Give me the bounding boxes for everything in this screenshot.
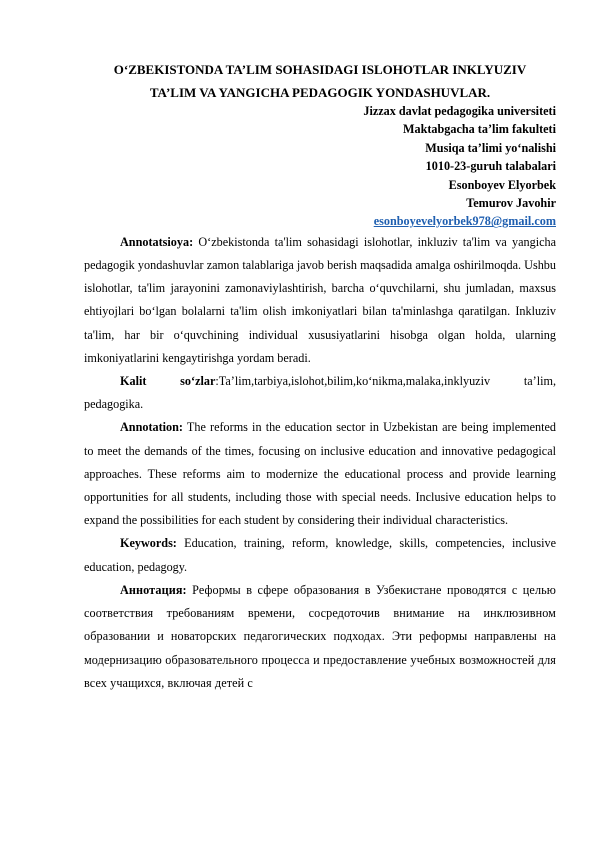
annotation-uz-label: Annotatsioya:	[120, 234, 194, 249]
annotation-ru-text: Реформы в сфере образования в Узбекистане проводятся с целью соответствия требованиям времени, сосредоточив внимание на инклюзивном образовании и новаторских педагогических подходах. Эти реформы направлены на модернизацию образовательного процесса и предоставление учебных возможностей для всех учащихся, включая детей с	[84, 582, 556, 690]
annotation-ru	[84, 579, 556, 695]
keywords-en-label: Keywords:	[120, 536, 177, 551]
page	[84, 58, 556, 695]
annotation-en-label: Annotation:	[120, 420, 183, 435]
keywords-en-text: Education, training, reform, knowledge, skills, competencies, inclusive education, pedagogy.	[84, 536, 556, 574]
faculty-name: Maktabgacha ta’lim fakulteti	[402, 122, 556, 137]
article-title-line-1: O‘ZBEKISTONDA TA’LIM SOHASIDAGI ISLOHOTLAR INKLYUZIV	[113, 62, 527, 77]
affiliation-block	[84, 102, 556, 231]
annotation-en	[84, 416, 556, 532]
annotation-uz	[84, 231, 556, 370]
author-email-line	[84, 212, 556, 230]
program-name: Musiqa ta’limi yo‘nalishi	[425, 140, 556, 155]
keywords-uz-label: Kalit so‘zlar	[120, 374, 216, 389]
university-name: Jizzax davlat pedagogika universiteti	[363, 104, 556, 118]
keywords-uz	[84, 370, 556, 416]
article-title-line-2: TA’LIM VA YANGICHA PEDAGOGIK YONDASHUVLAR.	[149, 85, 491, 100]
author-2: Temurov Javohir	[466, 196, 556, 211]
author-1: Esonboyev Elyorbek	[448, 177, 556, 192]
keywords-uz-text: :Ta’lim,tarbiya,islohot,bilim,ko‘nikma,malaka,inklyuziv ta’lim, pedagogika.	[84, 374, 556, 412]
author-email-link[interactable]: esonboyevelyorbek978@gmail.com	[373, 214, 556, 229]
group-name: 1010-23-guruh talabalari	[425, 159, 556, 174]
annotation-en-text: The reforms in the education sector in Uzbekistan are being implemented to meet the demands of the times, focusing on inclusive education and innovative pedagogical approaches. These reforms aim to modernize the educational process and provide learning opportunities for all students, including those with special needs. Inclusive education helps to expand the possibilities for each student by considering their individual characteristics.	[84, 420, 556, 528]
annotation-ru-label: Аннотация:	[120, 582, 187, 597]
annotation-uz-text: O‘zbekistonda ta'lim sohasidagi islohotlar, inkluziv ta'lim va yangicha pedagogik yondashuvlar zamon talablariga javob berish maqsadida amalga oshirilmoqda. Ushbu islohotlar, ta'lim jarayonini zamonaviylashtirish, barcha o‘quvchilarni, shu jumladan, maxsus ehtiyojlari bo‘lgan bolalarni ta'lim olish imkoniyatlari bilan ta'minlashga qaratilgan. Inkluziv ta'lim, har bir o‘quvchining individual xususiyatlarini hisobga olgan holda, ularning imkoniyatlarini kengaytirishga yordam beradi.	[84, 234, 556, 365]
keywords-en	[84, 532, 556, 578]
